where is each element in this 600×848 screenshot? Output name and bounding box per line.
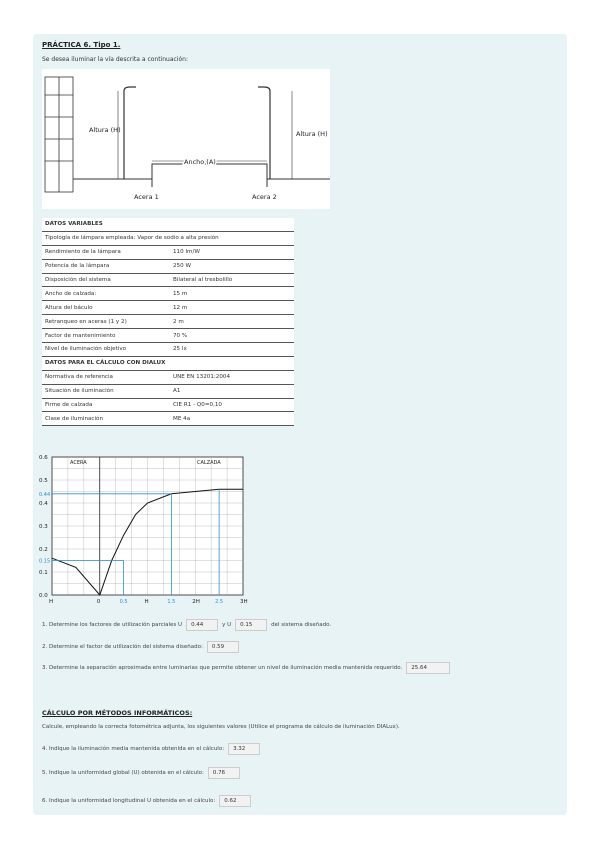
lamp-type-row: Tipología de lámpara empleada: Vapor de sodio a alta presión — [42, 232, 294, 246]
row-value: 12 m — [173, 304, 188, 311]
table-row — [42, 329, 294, 343]
table-row — [42, 412, 294, 426]
table-row — [42, 371, 294, 385]
row-label: Retranqueo en aceras (1 y 2) — [45, 318, 127, 325]
global-uniformity-input[interactable]: 0.76 — [208, 767, 240, 779]
table-row — [42, 315, 294, 329]
road-figure — [42, 69, 330, 209]
row-label: Potencia de la lámpara — [45, 263, 110, 270]
y-tick-label: 0.6 — [39, 455, 48, 461]
row-value: 70 % — [173, 332, 188, 339]
table-row — [42, 260, 294, 274]
row-label: Situación de iluminación — [45, 388, 114, 395]
u2-input[interactable]: 0.15 — [235, 619, 267, 631]
table-row — [42, 385, 294, 399]
width-label: Ancho (A) — [184, 158, 216, 166]
question-4: 4. Indique la iluminación media mantenida obtenida en el cálculo: 3.32 — [42, 743, 264, 755]
y-tick-label: 0.0 — [39, 593, 48, 599]
table-row — [42, 287, 294, 301]
row-value: A1 — [173, 388, 181, 395]
table-row — [42, 399, 294, 413]
row-label: Firme de calzada — [45, 402, 93, 409]
row-value: ME 4a — [173, 415, 191, 422]
section2-title: CÁLCULO POR MÉTODOS INFORMÁTICOS: — [42, 709, 193, 717]
utilization-input[interactable]: 0.59 — [207, 641, 239, 653]
y-tick-label: 0.3 — [39, 524, 48, 530]
intro-text: Se desea iluminar la vía descrita a continuación: — [42, 56, 188, 63]
row-label: Nivel de iluminación objetivo — [45, 346, 127, 353]
row-label: Normativa de referencia — [45, 374, 113, 381]
utilization-chart — [38, 447, 258, 612]
handwritten-y: 0.44 — [39, 491, 51, 498]
question-1: 1. Determine los factores de utilización parciales U 0.44 y U 0.15 del sistema diseñado. — [42, 619, 331, 631]
x-tick-label: H — [144, 599, 149, 605]
x-tick-label: 2H — [192, 599, 200, 605]
y-tick-label: 0.2 — [39, 547, 48, 553]
row-label: Clase de iluminación — [45, 415, 104, 422]
y-tick-label: 0.1 — [39, 570, 48, 576]
height-label-left: Altura (H) — [89, 126, 121, 134]
row-value: 15 m — [173, 290, 188, 297]
longitudinal-uniformity-input[interactable]: 0.62 — [219, 795, 251, 807]
row-label: Factor de mantenimiento — [45, 332, 116, 339]
row-value: 2 m — [173, 318, 184, 325]
u1-input[interactable]: 0.44 — [186, 619, 218, 631]
table-header: DATOS VARIABLES — [42, 218, 294, 232]
x-tick-label: H — [49, 599, 54, 605]
x-tick-label: 0 — [96, 599, 101, 605]
illuminance-input[interactable]: 3.32 — [228, 743, 260, 755]
y-tick-label: 0.4 — [39, 501, 48, 507]
practice-title: PRÁCTICA 6. Tipo 1. — [42, 41, 121, 49]
label-acera: ACERA — [70, 460, 87, 466]
road-diagram — [42, 69, 330, 209]
sidewalk2-label: Acera 2 — [252, 193, 277, 201]
question-2: 2. Determine el factor de utilización del sistema diseñado: 0.59 — [42, 641, 243, 653]
chart-svg — [38, 447, 258, 612]
row-value: UNE EN 13201:2004 — [173, 374, 231, 381]
question-6: 6. Indique la uniformidad longitudinal U obtenida en el cálculo: 0.62 — [42, 795, 255, 807]
table-header-dialux: DATOS PARA EL CÁLCULO CON DIALUX — [42, 357, 294, 371]
y-tick-label: 0.5 — [39, 478, 48, 484]
handwritten-y: 0.15 — [39, 558, 51, 565]
row-value: 250 W — [173, 263, 191, 270]
row-value: 110 lm/W — [173, 249, 200, 256]
row-value: CIE R1 - Q0=0,10 — [173, 402, 222, 409]
table-row — [42, 246, 294, 260]
data-table — [42, 218, 294, 426]
sidewalk1-label: Acera 1 — [134, 193, 159, 201]
separation-input[interactable]: 25.64 — [406, 662, 450, 674]
handwritten-x: 0.5 — [119, 599, 128, 605]
row-label: Rendimiento de la lámpara — [45, 249, 121, 256]
x-tick-label: 3H — [240, 599, 248, 605]
table-row — [42, 274, 294, 288]
height-label-right: Altura (H) — [296, 130, 328, 138]
row-label: Disposición del sistema — [45, 277, 111, 283]
row-label: Ancho de calzada: — [45, 290, 97, 297]
label-calzada: CALZADA — [197, 460, 221, 466]
handwritten-x: 2.5 — [215, 599, 224, 605]
question-3: 3. Determine la separación aproximada entre luminarias que permite obtener un nivel de iluminación media mantenida requerido. 25.64 — [42, 662, 454, 674]
row-value: 25 lx — [173, 346, 187, 353]
table-row — [42, 301, 294, 315]
row-value: Bilateral al tresbolillo — [173, 277, 233, 283]
section2-desc: Calcule, empleando la correcta fotométrica adjunta, los siguientes valores (Utilice el programa de cálculo de iluminación DIALux). — [42, 724, 400, 730]
question-5: 5. Indique la uniformidad global (U) obtenida en el cálculo: 0.76 — [42, 767, 244, 779]
table-row — [42, 343, 294, 357]
handwritten-x: 1.5 — [167, 599, 176, 605]
row-label: Altura del báculo — [45, 304, 93, 311]
